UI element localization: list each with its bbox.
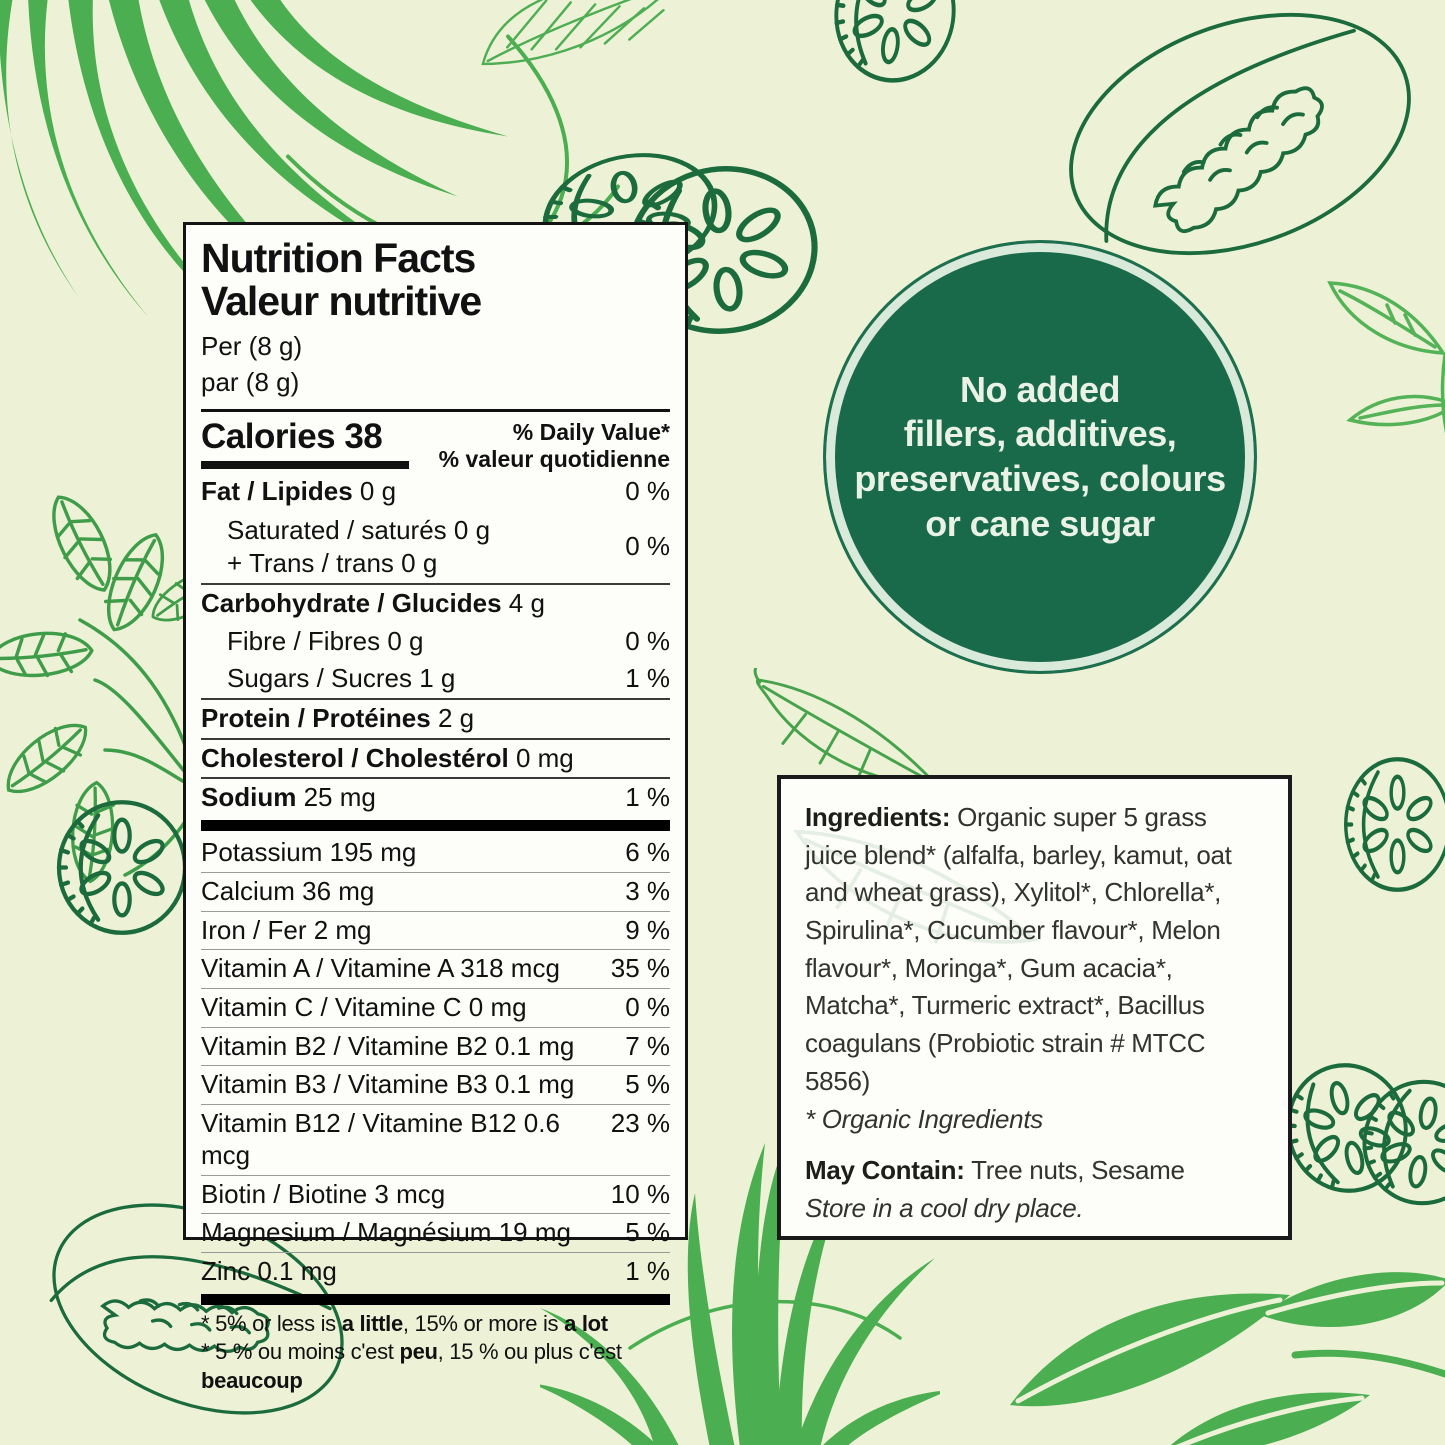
daily-value-header: % Daily Value* % valeur quotidienne [438, 418, 670, 472]
cucumber-slice-icon [1340, 752, 1445, 897]
no-additives-badge [823, 240, 1257, 674]
table-row: Iron / Fer 2 mg 9 % [201, 914, 670, 945]
table-row: Magnesium / Magnésium 19 mg 5 % [201, 1217, 670, 1248]
ingredients-heading: Ingredients: [805, 802, 951, 832]
cucumber-slice-icon [52, 795, 192, 940]
divider [201, 461, 409, 469]
table-row: Cholesterol / Cholestérol 0 mg [201, 742, 574, 773]
nutrition-facts-panel [183, 222, 688, 1393]
storage-note: Store in a cool dry place. [805, 1192, 1084, 1223]
table-row: Vitamin B12 / Vitamine B12 0.6 mcg 23 % [201, 1108, 670, 1170]
badge-text: preservatives, colours [854, 458, 1226, 499]
ingredients-text: Ingredients: Organic super 5 grass juice blend* (alfalfa, barley, kamut, oat and wheat grass), Xylitol*, Chlorella*, Spirulina*, Cucumber flavour*, Melon flavour*, Moringa*, Gum acacia*, Matcha*, Turmeric extract*, Bacillus coagulans (Probiotic strain # MTCC 5856) [805, 802, 1232, 1096]
footnote-en: * 5% or less is a little, 15% or more is a lot [201, 1310, 608, 1336]
badge-text: No added [959, 368, 1120, 410]
table-row: Sugars / Sucres 1 g 1 % [227, 663, 670, 694]
organic-note: * Organic Ingredients [805, 1103, 1043, 1134]
table-row: Vitamin C / Vitamine C 0 mg 0 % [201, 992, 670, 1023]
table-row: Biotin / Biotine 3 mcg 10 % [201, 1178, 670, 1209]
table-row: Saturated / saturés 0 g + Trans / trans 0 g 0 % [227, 514, 670, 578]
table-row: Vitamin B3 / Vitamine B3 0.1 mg 5 % [201, 1069, 670, 1100]
table-row: Sodium 25 mg 1 % [201, 782, 670, 813]
serving-size-fr: par (8 g) [201, 366, 300, 397]
badge-text: fillers, additives, [903, 413, 1177, 455]
badge-text: or cane sugar [925, 502, 1155, 544]
table-row: Carbohydrate / Glucides 4 g [201, 587, 545, 618]
may-contain-heading: May Contain: [805, 1155, 965, 1186]
table-row: Vitamin B2 / Vitamine B2 0.1 mg 7 % [201, 1030, 670, 1061]
leaf-branch-icon [1305, 255, 1445, 555]
serving-size [201, 329, 670, 401]
calories-value: Calories 38 [201, 416, 383, 456]
table-row: Fat / Lipides 0 g 0 % [201, 476, 670, 507]
leaf-icon [478, 0, 683, 70]
leaves-illustration [1010, 1255, 1445, 1445]
table-row: Potassium 195 mg 6 % [201, 837, 670, 868]
divider [201, 409, 670, 412]
cucumber-slice-icon [820, 0, 970, 96]
table-row: Zinc 0.1 mg 1 % [201, 1256, 670, 1287]
footnote-fr: * 5 % ou moins c'est peu, 15 % ou plus c'est beaucoup [201, 1339, 622, 1393]
may-contain-text: May Contain: Tree nuts, Sesame [805, 1155, 1185, 1186]
nutrition-title-en: Nutrition Facts [201, 235, 476, 281]
nutrition-title-fr: Valeur nutritive [201, 278, 482, 325]
table-row: Calcium 36 mg 3 % [201, 875, 670, 906]
serving-size-en: Per (8 g) [201, 331, 303, 362]
divider [201, 820, 670, 831]
table-row: Fibre / Fibres 0 g 0 % [227, 625, 670, 656]
ingredients-panel [777, 775, 1292, 1240]
divider [201, 1294, 670, 1305]
table-row: Vitamin A / Vitamine A 318 mcg 35 % [201, 953, 670, 984]
table-row: Protein / Protéines 2 g [201, 703, 475, 733]
calories-row [201, 417, 670, 473]
